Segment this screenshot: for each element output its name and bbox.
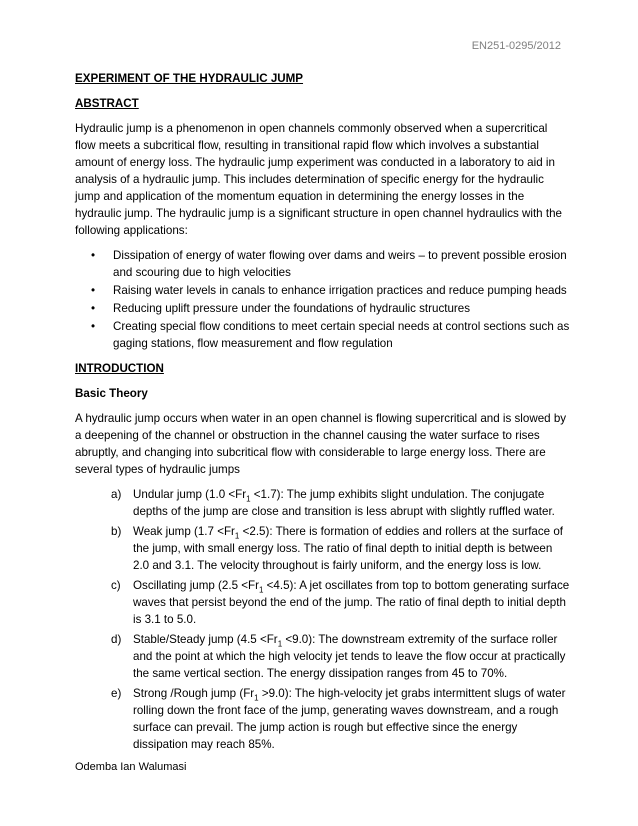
list-item: • Reducing uplift pressure under the foundations of hydraulic structures (91, 302, 471, 315)
bullet-icon: • (91, 320, 96, 333)
document-title: EXPERIMENT OF THE HYDRAULIC JUMP (75, 72, 304, 85)
introduction-heading: INTRODUCTION (75, 362, 164, 375)
list-item: • Creating special flow conditions to meet certain special needs at control sections such as gaging stations, flow measurement and flow regulation (91, 320, 570, 350)
list-item: e) Strong /Rough jump $(Fr_1 >9.0)$: The high-velocity jet grabs intermittent slugs of water rolling down the front face of the jump, generating waves downstream, and a rough surface can prevail. The jump action is rough but effective since the energy dissipation may reach 85%. (111, 687, 566, 751)
list-item: c) Oscillating jump $(2.5 <Fr_1 <4.5)$: A jet oscillates from top to bottom generating surface waves that persist beyond the end of the jump. The ratio of final depth to initial depth is 3.1 to 5.0. (111, 579, 570, 626)
document-body (75, 70, 570, 756)
bullet-icon: • (91, 284, 96, 297)
list-marker: c) (111, 579, 121, 592)
list-item: a) Undular jump $(1.0 <Fr_1 <1.7)$: The jump exhibits slight undulation. The conjugate depths of the jump are close and transition is less abrupt with slightly ruffled water. (111, 488, 555, 518)
footer-author: Odemba Ian Walumasi (75, 761, 187, 773)
bullet-icon: • (91, 249, 96, 262)
list-item: • Raising water levels in canals to enhance irrigation practices and reduce pumping heads (91, 284, 567, 297)
list-item: b) Weak jump $(1.7 <Fr_1 <2.5)$: There is formation of eddies and rollers at the surface of the jump, with small energy loss. The ratio of final depth to initial depth is between 2.0 and 3.1. The velocity throughout is fairly uniform, and the energy loss is low. (111, 525, 563, 572)
bullet-icon: • (91, 302, 96, 315)
document-id: EN251-0295/2012 (471, 40, 561, 52)
list-marker: a) (111, 488, 122, 501)
list-item: • Dissipation of energy of water flowing over dams and weirs – to prevent possible erosion and scouring due to high velocities (91, 249, 567, 279)
list-marker: e) (111, 687, 122, 700)
list-marker: b) (111, 525, 122, 538)
list-item: d) Stable/Steady jump $(4.5 <Fr_1 <9.0)$: The downstream extremity of the surface roller and the point at which the high velocity jet tends to leave the flow occur at practically the same vertical section. The energy dissipation ranges from 45 to 70%. (111, 633, 566, 680)
applications-list (75, 247, 570, 352)
list-marker: d) (111, 633, 122, 646)
jump-types-list (75, 486, 570, 753)
basic-theory-heading: Basic Theory (75, 387, 148, 400)
introduction-paragraph: A hydraulic jump occurs when water in an open channel is flowing supercritical and is slowed by a deepening of the channel or obstruction in the channel causing the water surface to rises abruptly, and changing into subcritical flow with considerable to large energy loss. There are several types of hydraulic jumps (75, 412, 567, 476)
abstract-heading: ABSTRACT (75, 97, 139, 110)
abstract-paragraph: Hydraulic jump is a phenomenon in open channels commonly observed when a supercritical flow meets a subcritical flow, resulting in transitional rapid flow which involves a substantial amount of energy loss. The hydraulic jump experiment was conducted in a laboratory to aid in analysis of a hydraulic jump. This includes determination of specific energy for the hydraulic jump and application of the momentum equation in determining the energy losses in the hydraulic jump. The hydraulic jump is a significant structure in open channel hydraulics with the following applications: (75, 122, 562, 237)
